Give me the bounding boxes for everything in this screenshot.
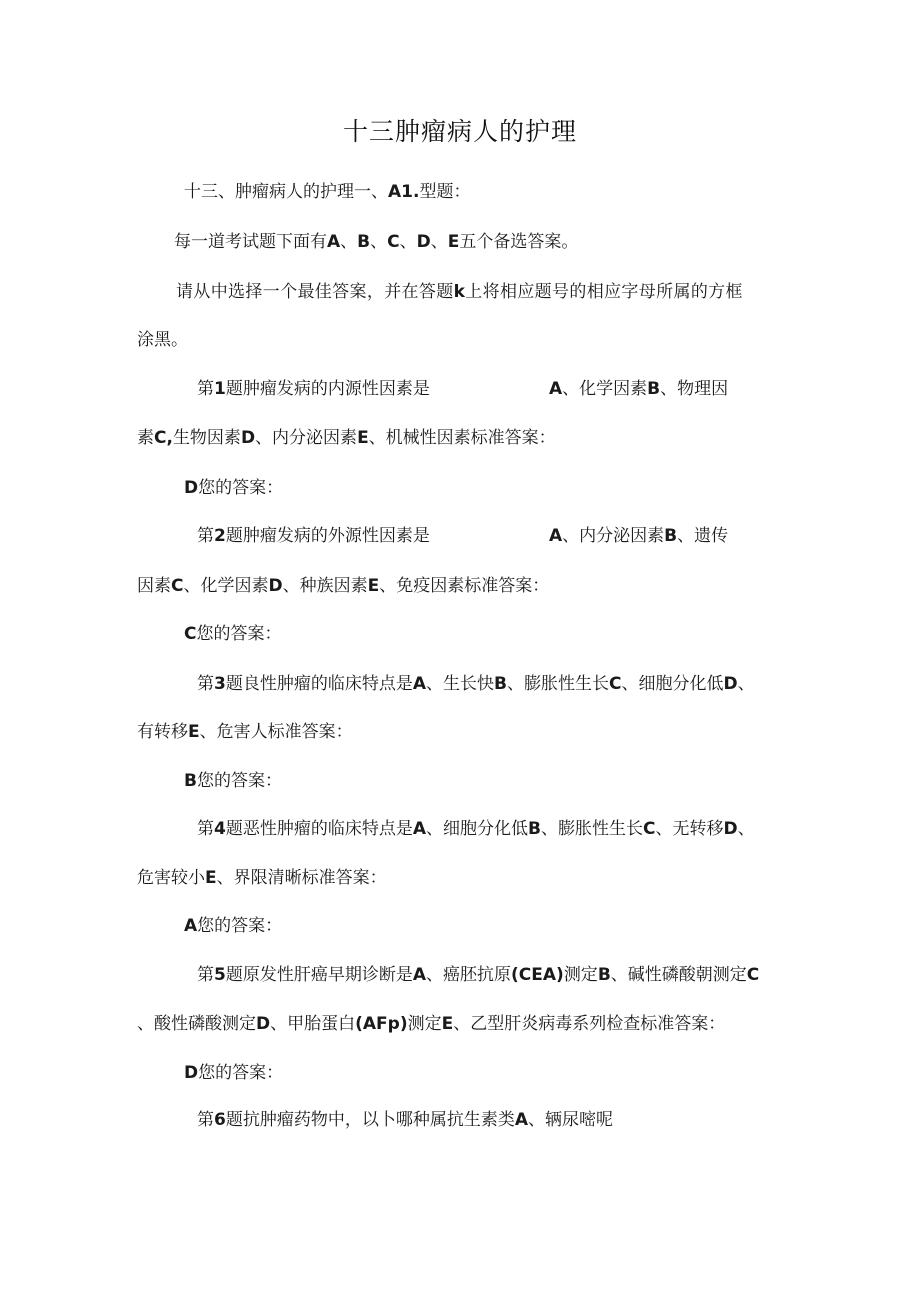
intro-direction-line1: 请从中选择一个最佳答案，并在答题k上将相应题号的相应字母所属的方框 [176, 282, 743, 302]
question-3-line2: 有转移E、危害人标准答案： [137, 722, 353, 742]
question-2-line1-right: A、内分泌因素B、遗传 [549, 526, 729, 546]
question-5-answer: D您的答案： [184, 1063, 284, 1083]
question-1-answer: D您的答案： [184, 478, 284, 498]
question-1-line2: 素C,生物因素D、内分泌因素E、机械性因素标准答案： [137, 428, 556, 448]
question-3-line1: 第3题良性肿瘤的临床特点是A、生长快B、膨胀性生长C、细胞分化低D、 [197, 674, 755, 694]
question-6-line1: 第6题抗肿瘤药物中，以卜哪种属抗生素类A、辆尿嘧呢 [197, 1110, 614, 1130]
question-2-answer: C您的答案： [184, 624, 282, 644]
question-5-line1: 第5题原发性肝癌早期诊断是A、癌胚抗原(CEA)测定B、碱性磷酸朝测定C [197, 965, 760, 985]
question-1-line1-right: A、化学因素B、物理因 [549, 379, 729, 399]
question-1-line1-left: 第1题肿瘤发病的内源性因素是 [197, 379, 430, 399]
question-5-line2: 、酸性磷酸测定D、甲胎蛋白(AFp)测定E、乙型肝炎病毒系列检查标准答案： [137, 1014, 726, 1034]
question-4-line2: 危害较小E、界限清晰标准答案： [137, 868, 387, 888]
intro-instruction: 每一道考试题下面有A、B、C、D、E五个备选答案。 [174, 232, 579, 252]
question-2-line1-left: 第2题肿瘤发病的外源性因素是 [197, 526, 430, 546]
intro-direction-line2: 涂黑。 [137, 330, 188, 350]
intro-heading: 十三、肿瘤病人的护理一、A1.型题： [184, 182, 471, 202]
question-2-line2: 因素C、化学因素D、种族因素E、免疫因素标准答案： [137, 576, 550, 596]
question-4-answer: A您的答案： [184, 916, 283, 936]
document-title: 十三肿瘤病人的护理 [342, 117, 577, 146]
question-3-answer: B您的答案： [184, 771, 282, 791]
question-4-line1: 第4题恶性肿瘤的临床特点是A、细胞分化低B、膨胀性生长C、无转移D、 [197, 819, 755, 839]
